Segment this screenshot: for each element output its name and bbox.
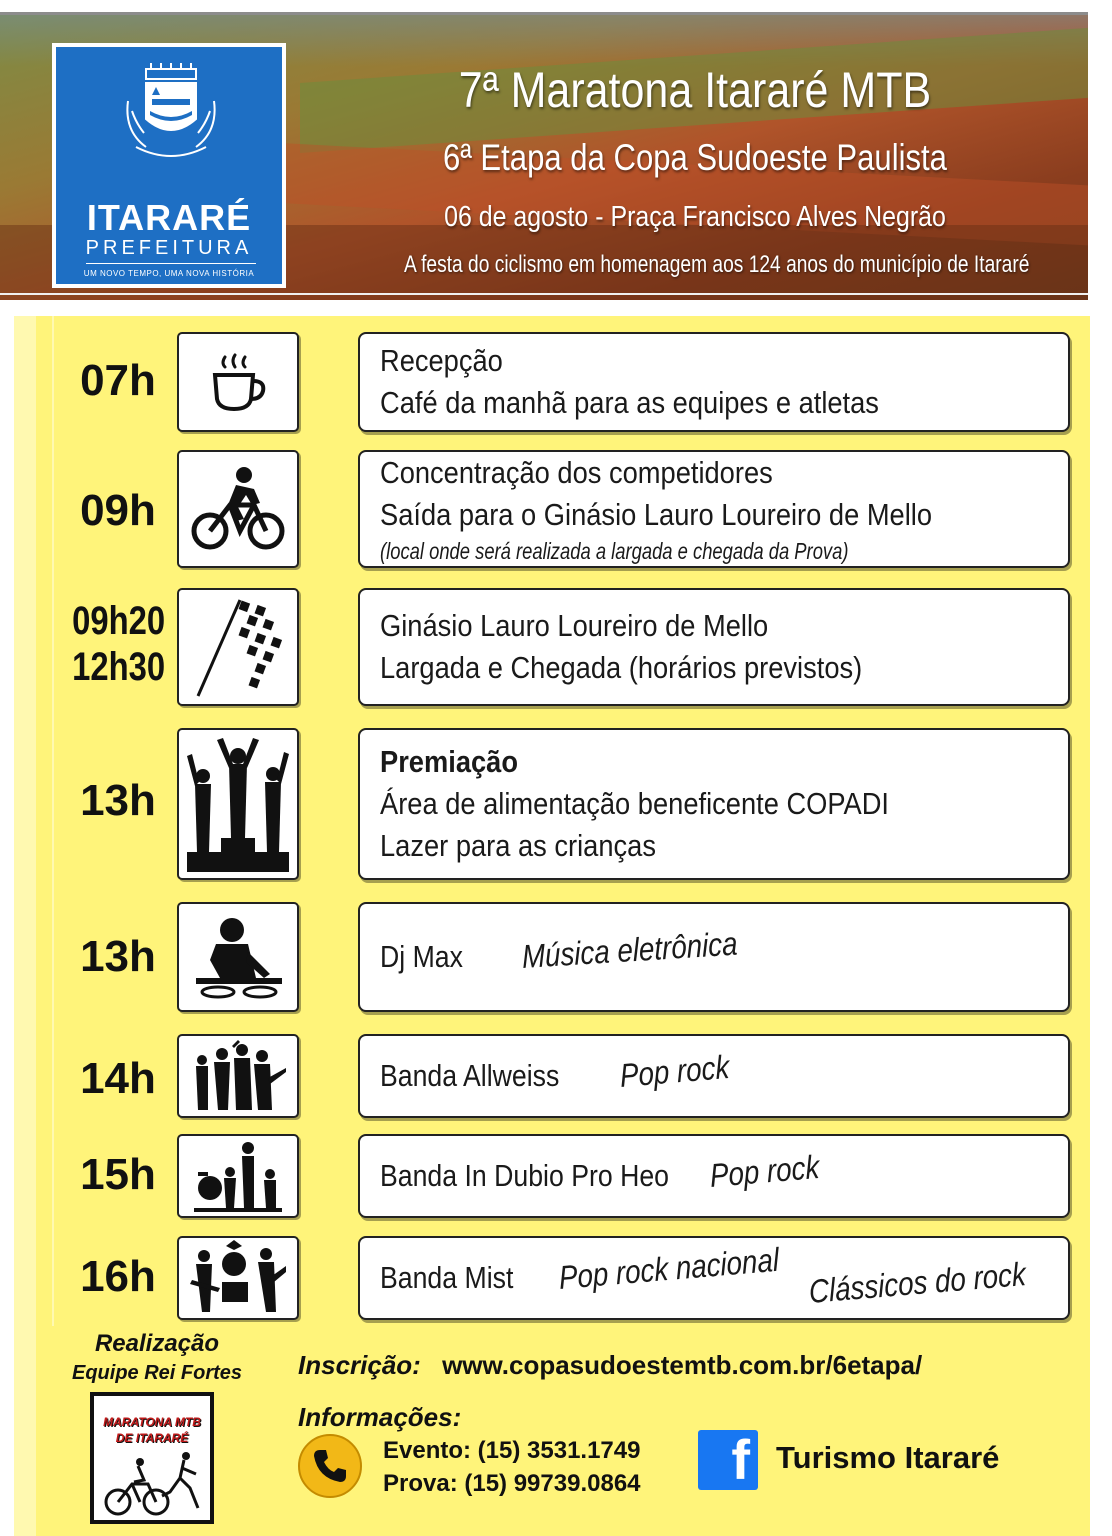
logo-name: ITARARÉ [86,197,252,238]
schedule-time: 13h [80,776,156,825]
rock-band-icon [190,1240,286,1316]
schedule-info-box [358,728,1070,880]
event-tagline: A festa do ciclismo em homenagem aos 124 anos do município de Itararé [404,251,1030,278]
logo-motto: UM NOVO TEMPO, UMA NOVA HISTÓRIA [83,269,255,278]
schedule-icon-box [177,728,299,880]
schedule-icon-box [177,1034,299,1118]
schedule-info-box [358,902,1070,1012]
act-genre: Pop rock nacional [558,1240,781,1296]
maratona-logo [90,1392,214,1524]
schedule-line: Área de alimentação beneficente COPADI [380,786,890,821]
checkered-flag-icon [190,594,286,700]
inscricao-line [298,1350,922,1381]
band-stage-icon [190,1138,286,1214]
schedule-line: Ginásio Lauro Loureiro de Mello [380,608,769,643]
phone-icon [298,1434,362,1498]
schedule-time: 09h [80,486,156,535]
schedule-info-box [358,1236,1070,1320]
schedule-act-row [380,924,1068,976]
cyclist-runner-icon [100,1452,206,1518]
event-date-place: 06 de agosto - Praça Francisco Alves Negrão [444,201,946,233]
schedule-time: 14h [80,1054,156,1103]
schedule-icon-box [177,902,299,1012]
phone-handset-icon [310,1446,350,1486]
dj-icon [190,912,286,1002]
act-name: Banda In Dubio Pro Heo [380,1158,670,1193]
evento-phone[interactable]: Evento: (15) 3531.1749 [383,1437,641,1464]
schedule-info-box [358,1034,1070,1118]
schedule-time: 07h [80,356,156,405]
schedule-icon-box [177,450,299,568]
cyclist-icon [188,461,288,557]
panel-margin [14,316,36,1536]
schedule-info-box [358,450,1070,568]
schedule-icon-box [177,332,299,432]
maratona-logo-text: MARATONA MTB DE ITARARÉ [103,1415,201,1445]
podium-icon [183,734,293,874]
header-divider [0,293,1088,295]
schedule-time: 16h [80,1252,156,1301]
act-genre-secondary: Clássicos do rock [808,1255,1028,1310]
schedule-info-box [358,588,1070,706]
facebook-icon[interactable]: f [698,1430,758,1490]
act-name: Banda Allweiss [380,1058,560,1093]
schedule-info-box [358,1134,1070,1218]
prefeitura-logo [52,43,286,288]
schedule-time-start: 09h20 [72,599,166,643]
band-icon [188,1038,288,1114]
schedule-icon-box [177,1236,299,1320]
coffee-cup-icon [203,347,273,417]
act-genre: Música eletrônica [521,924,739,975]
schedule-act-row [380,1240,1068,1310]
act-name: Dj Max [380,939,463,974]
act-name: Banda Mist [380,1260,514,1295]
city-crest-icon [116,61,226,171]
header-banner [0,12,1088,300]
schedule-time-end: 12h30 [72,645,166,689]
schedule-icon-box [177,588,299,706]
schedule-line: Concentração dos competidores [380,455,773,490]
logo-rule [86,263,256,264]
schedule-line: Largada e Chegada (horários previstos) [380,650,863,685]
phone-numbers [383,1434,641,1500]
facebook-page-label[interactable]: Turismo Itararé [776,1440,1000,1475]
prova-phone[interactable]: Prova: (15) 99739.0864 [383,1470,641,1497]
schedule-info-box [358,332,1070,432]
schedule-time-range [72,598,164,690]
schedule-line: Lazer para as crianças [380,828,656,863]
schedule-act-row [380,1047,1068,1095]
schedule-heading: Premiação [380,744,519,779]
inscricao-link[interactable]: www.copasudoestemtb.com.br/6etapa/ [442,1350,923,1380]
logo-subtitle: PREFEITURA [85,237,253,259]
schedule-line: Recepção [380,343,503,378]
schedule-icon-box [177,1134,299,1218]
schedule-time: 13h [80,932,156,981]
inscricao-label: Inscrição: [298,1350,421,1380]
schedule-line: Café da manhã para as equipes e atletas [380,385,879,420]
schedule-line: Saída para o Ginásio Lauro Loureiro de Mello [380,497,933,532]
informacoes-label: Informações: [298,1402,462,1432]
event-subtitle: 6ª Etapa da Copa Sudoeste Paulista [443,137,947,178]
schedule-note: (local onde será realizada a largada e chegada da Prova) [380,538,849,564]
realizacao-block [62,1330,252,1385]
realizacao-name: Equipe Rei Fortes [71,1362,243,1384]
event-title: 7ª Maratona Itararé MTB [458,62,932,118]
schedule-act-row [380,1147,1068,1195]
schedule-time: 15h [80,1150,156,1199]
act-genre: Pop rock [708,1147,821,1194]
act-genre: Pop rock [618,1047,731,1094]
realizacao-label: Realização [94,1330,220,1357]
panel-inner-line [52,316,54,1326]
